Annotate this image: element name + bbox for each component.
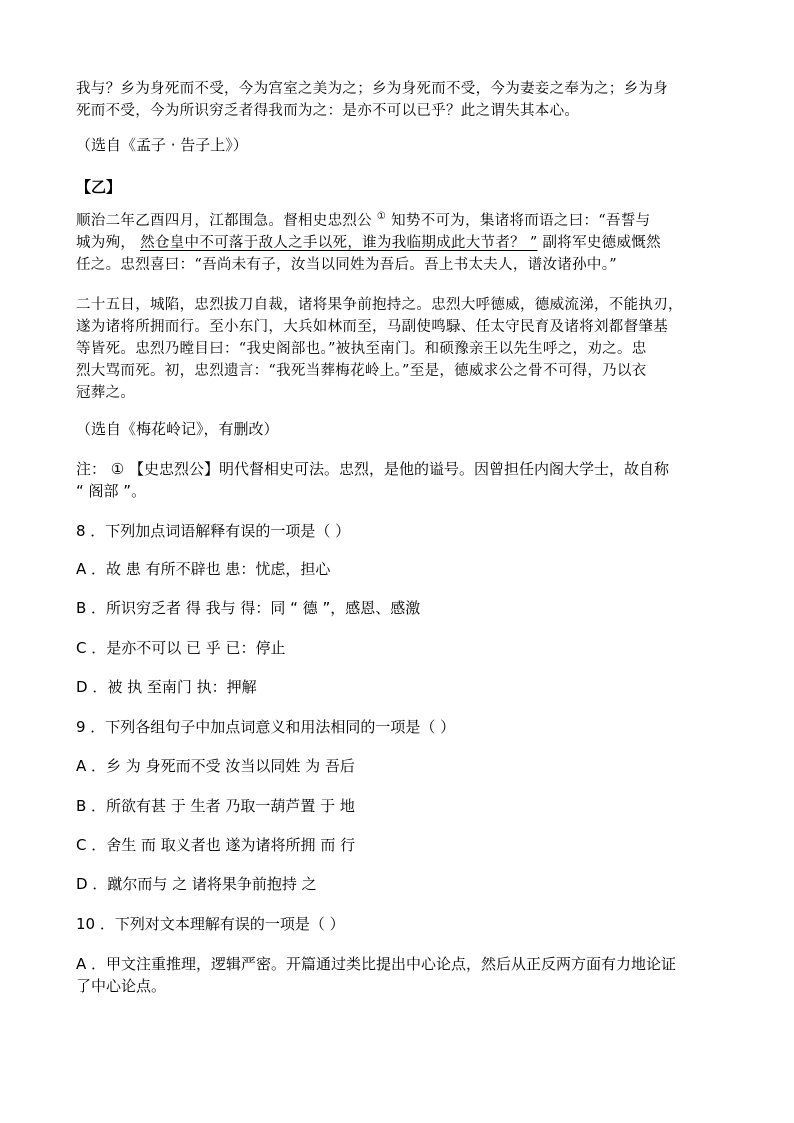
footnote-marker: ① xyxy=(376,211,387,223)
jia-line-1: 我与？乡为身死而不受，今为宫室之美为之；乡为身死而不受，今为妻妾之奉为之；乡为身 xyxy=(76,81,668,97)
q10-option-a-line-1: A ．甲文注重推理，逻辑严密。开篇通过类比提出中心论点，然后从正反两方面有力地论证 xyxy=(76,955,677,973)
para2-line-5: 冠葬之。 xyxy=(76,385,136,401)
question-10-option-a xyxy=(76,953,721,997)
para2-line-2: 遂为诸将所拥而行。至小东门，大兵如林而至，马副使鸣騄、任太守民育及诸将刘都督肇基 xyxy=(76,319,668,335)
question-8-stem: 8 ．下列加点词语解释有误的一项是（ ） xyxy=(76,522,351,540)
footnote xyxy=(76,458,721,502)
para2-line-4: 烈大骂而死。初，忠烈遗言：“我死当葬梅花岭上。”至是，德威求公之骨不可得，乃以衣 xyxy=(76,363,647,379)
q10-option-a-line-2: 了中心论点。 xyxy=(76,977,167,995)
jia-passage-tail xyxy=(76,78,721,122)
footnote-line-1: 注： ① 【史忠烈公】明代督相史可法。忠烈，是他的谥号。因曾担任内阁大学士，故自称 xyxy=(76,460,669,478)
para1-part-a: 顺治二年乙酉四月，江都围急。督相史忠烈公 xyxy=(76,213,372,229)
question-8-option-a: A ．故 患 有所不辟也 患：忧虑，担心 xyxy=(76,560,331,578)
question-9-option-d: D ．蹴尔而与 之 诸将果争前抱持 之 xyxy=(76,875,317,893)
yi-source: （选自《梅花岭记》，有删改） xyxy=(76,420,279,438)
footnote-line-2: “ 阁部 ”。 xyxy=(76,482,147,500)
para1-part-c: 城为殉， xyxy=(76,235,136,251)
para2-line-3: 等皆死。忠烈乃瞠目曰：“我史阁部也。”被执至南门。和硕豫亲王以先生呼之，劝之。忠 xyxy=(76,341,647,357)
yi-heading: 【乙】 xyxy=(76,178,122,196)
question-9-option-c: C ．舍生 而 取义者也 遂为诸将所拥 而 行 xyxy=(76,836,356,854)
para1-part-e: 副将军史德威慨然 xyxy=(542,235,661,251)
yi-paragraph-1 xyxy=(76,210,721,276)
question-8-option-b: B ．所识穷乏者 得 我与 得：同 “ 德 ”，感恩、感激 xyxy=(76,599,421,617)
question-9-stem: 9 ．下列各组句子中加点词意义和用法相同的一项是（ ） xyxy=(76,718,456,736)
question-10-stem: 10 ．下列对文本理解有误的一项是（ ） xyxy=(76,915,345,933)
para1-part-f: 任之。忠烈喜曰：“吾尚未有子，汝当以同姓为吾后。吾上书太夫人，谱汝诸孙中。” xyxy=(76,257,617,273)
question-8-option-c: C ．是亦不可以 已 乎 已：停止 xyxy=(76,639,286,657)
question-9-option-b: B ．所欲有甚 于 生者 乃取一葫芦置 于 地 xyxy=(76,797,355,815)
jia-line-2: 死而不受，今为所识穷乏者得我而为之：是亦不可以已乎？此之谓失其本心。 xyxy=(76,103,580,119)
para1-part-b: 知势不可为，集诸将而语之曰：“吾誓与 xyxy=(391,213,651,229)
jia-source: （选自《孟子 · 告子上》） xyxy=(76,136,248,154)
para2-line-1: 二十五日，城陷，忠烈拔刀自裁，诸将果争前抱持之。忠烈大呼德威，德威流涕，不能执刃， xyxy=(76,297,683,313)
question-9-option-a: A ．乡 为 身死而不受 汝当以同姓 为 吾后 xyxy=(76,757,355,775)
question-8-option-d: D ．被 执 至南门 执：押解 xyxy=(76,678,257,696)
yi-paragraph-2 xyxy=(76,294,721,404)
underlined-sentence: 然仓皇中不可落于敌人之手以死，谁为我临期成此大节者？ ” xyxy=(140,235,538,251)
